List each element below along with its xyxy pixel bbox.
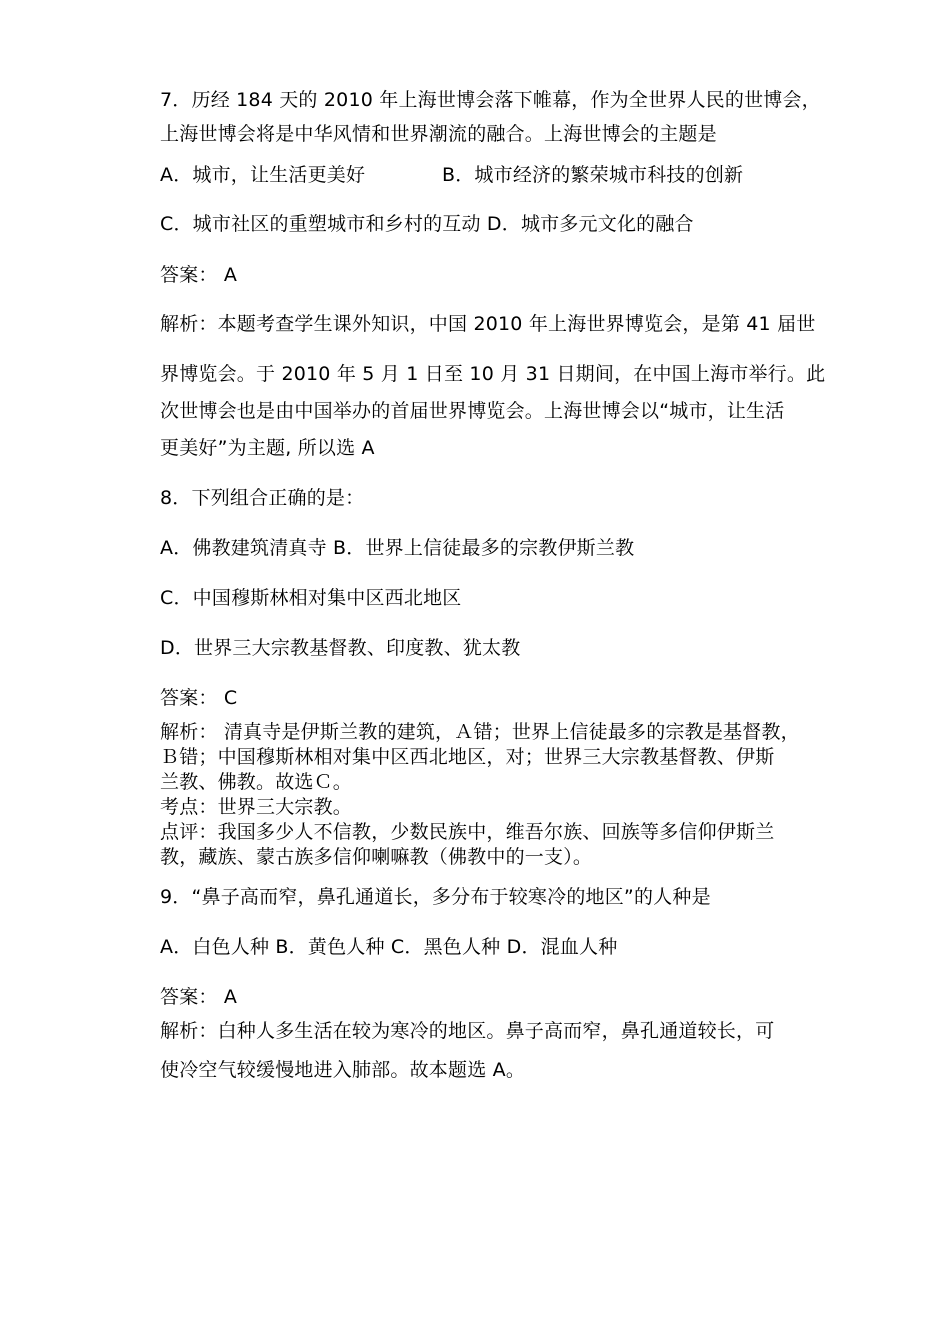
q9-options: A．白色人种 B．黄色人种 C．黑色人种 D．混血人种 (160, 936, 618, 958)
q9-stem: 9．“鼻子高而窄，鼻孔通道长，多分布于较寒冷的地区”的人种是 (160, 886, 711, 908)
q7-stem-line2: 上海世博会将是中华风情和世界潮流的融合。上海世博会的主题是 (160, 123, 717, 145)
q7-analysis-line1: 解析：本题考查学生课外知识，中国 2010 年上海世界博览会，是第 41 届世 (160, 313, 816, 335)
q7-answer: 答案： A (160, 264, 238, 286)
q9-analysis-line2: 使冷空气较缓慢地进入肺部。故本题选 A。 (160, 1059, 526, 1081)
q8-analysis-line2: Ｂ错；中国穆斯林相对集中区西北地区，对；世界三大宗教基督教、伊斯 (160, 746, 775, 768)
q8-analysis-line3: 兰教、佛教。故选Ｃ。 (160, 771, 353, 793)
q8-comment-line2: 教，藏族、蒙古族多信仰喇嘛教（佛教中的一支）。 (160, 846, 593, 868)
q8-answer: 答案： C (160, 687, 238, 709)
q7-analysis-line2: 界博览会。于 2010 年 5 月 1 日至 10 月 31 日期间，在中国上海市举行。此 (160, 363, 826, 385)
q8-options-ab: A．佛教建筑清真寺 B．世界上信徒最多的宗教伊斯兰教 (160, 537, 635, 559)
q7-options-ab: A．城市，让生活更美好 B．城市经济的繁荣城市科技的创新 (160, 164, 744, 186)
q8-option-d: D．世界三大宗教基督教、印度教、犹太教 (160, 637, 521, 659)
q9-answer: 答案： A (160, 986, 238, 1008)
q8-knowledge-point: 考点：世界三大宗教。 (160, 796, 353, 818)
q7-analysis-line3: 次世博会也是由中国举办的首届世界博览会。上海世博会以“城市，让生活 (160, 400, 785, 422)
q7-analysis-line4: 更美好”为主题, 所以选 A (160, 437, 375, 459)
q7-options-cd: C．城市社区的重塑城市和乡村的互动 D．城市多元文化的融合 (160, 213, 694, 235)
q9-analysis-line1: 解析：白种人多生活在较为寒冷的地区。鼻子高而窄，鼻孔通道较长，可 (160, 1020, 775, 1042)
q8-option-c: C．中国穆斯林相对集中区西北地区 (160, 587, 462, 609)
q8-stem: 8．下列组合正确的是： (160, 487, 365, 509)
q8-comment-line1: 点评：我国多少人不信教，少数民族中，维吾尔族、回族等多信仰伊斯兰 (160, 821, 775, 843)
q7-stem-line1: 7．历经 184 天的 2010 年上海世博会落下帷幕，作为全世界人民的世博会， (160, 89, 821, 111)
q8-analysis-line1: 解析： 清真寺是伊斯兰教的建筑，Ａ错；世界上信徒最多的宗教是基督教， (160, 721, 800, 743)
